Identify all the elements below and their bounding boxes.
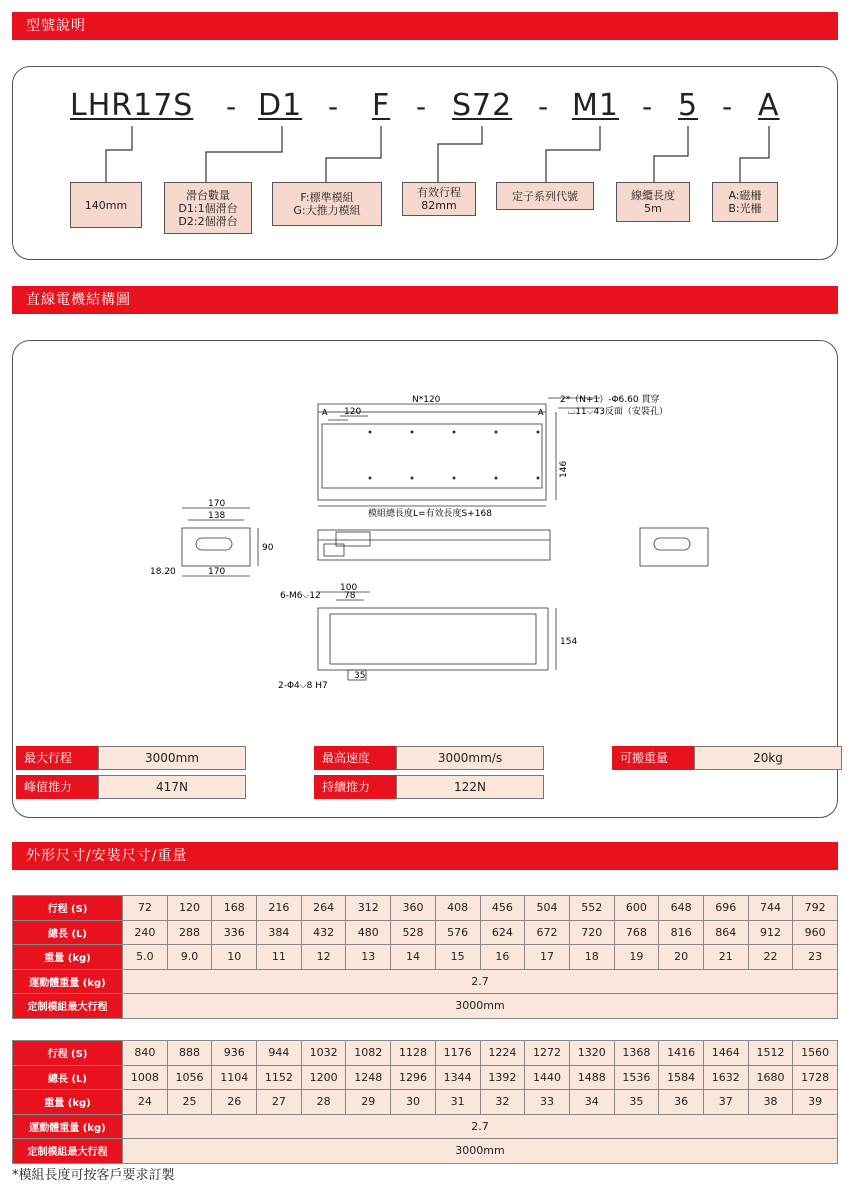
table-cell: 1104 bbox=[212, 1065, 257, 1090]
code-type: F bbox=[372, 88, 391, 123]
structure-drawing bbox=[0, 340, 860, 740]
table-cell: 528 bbox=[391, 920, 436, 945]
table-cell: 936 bbox=[212, 1041, 257, 1066]
table-cell: 1032 bbox=[301, 1041, 346, 1066]
table-cell: 312 bbox=[346, 896, 391, 921]
dim-170-bottom: 170 bbox=[208, 567, 226, 577]
table-cell: 1584 bbox=[659, 1065, 704, 1090]
dim-146: 146 bbox=[559, 460, 569, 478]
table-cell: 576 bbox=[435, 920, 480, 945]
table-cell: 3000mm bbox=[123, 994, 838, 1019]
table-cell: 336 bbox=[212, 920, 257, 945]
table-cell: 696 bbox=[703, 896, 748, 921]
table-cell: 30 bbox=[391, 1090, 436, 1115]
table-cell: 888 bbox=[167, 1041, 212, 1066]
dimension-table-2 bbox=[12, 1040, 838, 1164]
spec-value-max-speed: 3000mm/s bbox=[396, 746, 544, 770]
table-cell: 72 bbox=[123, 896, 168, 921]
code-series: LHR17S bbox=[70, 88, 194, 123]
table-cell: 504 bbox=[525, 896, 570, 921]
dim-90: 90 bbox=[262, 543, 274, 553]
code-slider: D1 bbox=[258, 88, 303, 123]
table-cell: 5.0 bbox=[123, 945, 168, 970]
table-cell: 216 bbox=[257, 896, 302, 921]
spec-value-peak-force: 417N bbox=[98, 775, 246, 799]
table-cell: 23 bbox=[793, 945, 838, 970]
table-cell: 3000mm bbox=[123, 1139, 838, 1164]
table-cell: 1464 bbox=[703, 1041, 748, 1066]
table-cell: 37 bbox=[703, 1090, 748, 1115]
row-label: 運動體重量 (kg) bbox=[13, 1114, 123, 1139]
box-length: 140mm bbox=[70, 182, 142, 228]
box-cable-length: 線纜長度 5m bbox=[616, 182, 690, 222]
table-cell: 456 bbox=[480, 896, 525, 921]
dim-35: 35 bbox=[354, 671, 366, 681]
table-cell: 408 bbox=[435, 896, 480, 921]
table-cell: 21 bbox=[703, 945, 748, 970]
table-cell: 24 bbox=[123, 1090, 168, 1115]
table-cell: 1082 bbox=[346, 1041, 391, 1066]
spec-label-max-speed: 最高速度 bbox=[314, 746, 396, 770]
row-label: 行程 (S) bbox=[13, 896, 123, 921]
table-cell: 19 bbox=[614, 945, 659, 970]
table-cell: 944 bbox=[257, 1041, 302, 1066]
table-cell: 792 bbox=[793, 896, 838, 921]
table-cell: 15 bbox=[435, 945, 480, 970]
table-row bbox=[13, 969, 838, 994]
table-cell: 12 bbox=[301, 945, 346, 970]
code-dash: - bbox=[226, 90, 237, 123]
box-slider-count: 滑台數量 D1:1個滑台 D2:2個滑台 bbox=[164, 182, 252, 234]
row-label: 總長 (L) bbox=[13, 1065, 123, 1090]
table-cell: 480 bbox=[346, 920, 391, 945]
dim-78: 78 bbox=[344, 591, 356, 601]
table-cell: 1272 bbox=[525, 1041, 570, 1066]
table-cell: 1512 bbox=[748, 1041, 793, 1066]
code-dash: - bbox=[328, 90, 339, 123]
dim-a-right: A bbox=[538, 408, 544, 417]
table-cell: 14 bbox=[391, 945, 436, 970]
hole-note-1: 2*（N+1）-Φ6.60 貫穿 bbox=[560, 395, 660, 405]
row-label: 運動體重量 (kg) bbox=[13, 969, 123, 994]
table-row bbox=[13, 1041, 838, 1066]
table-cell: 1488 bbox=[569, 1065, 614, 1090]
table-row bbox=[13, 896, 838, 921]
code-dash: - bbox=[538, 90, 549, 123]
table-cell: 25 bbox=[167, 1090, 212, 1115]
table-cell: 1368 bbox=[614, 1041, 659, 1066]
dim-pin: 2-Φ4⌵8 H7 bbox=[278, 681, 328, 691]
dimension-table-1 bbox=[12, 895, 838, 1019]
dim-120: 120 bbox=[344, 407, 362, 417]
table-cell: 33 bbox=[525, 1090, 570, 1115]
table-cell: 27 bbox=[257, 1090, 302, 1115]
table-cell: 1560 bbox=[793, 1041, 838, 1066]
section-header-dimensions: 外形尺寸/安裝尺寸/重量 bbox=[12, 842, 838, 870]
table-cell: 26 bbox=[212, 1090, 257, 1115]
section-header-structure: 直線電機結構圖 bbox=[12, 286, 838, 314]
table-cell: 1632 bbox=[703, 1065, 748, 1090]
table-cell: 672 bbox=[525, 920, 570, 945]
code-stroke: S72 bbox=[452, 88, 513, 123]
table-cell: 2.7 bbox=[123, 969, 838, 994]
table-cell: 13 bbox=[346, 945, 391, 970]
table-cell: 912 bbox=[748, 920, 793, 945]
box-stator-code: 定子系列代號 bbox=[496, 182, 594, 210]
top-view-body bbox=[318, 412, 546, 500]
dim-170-top: 170 bbox=[208, 499, 226, 509]
code-cable: 5 bbox=[678, 88, 699, 123]
spec-value-payload: 20kg bbox=[694, 746, 842, 770]
table-cell: 28 bbox=[301, 1090, 346, 1115]
table-cell: 1416 bbox=[659, 1041, 704, 1066]
table-cell: 120 bbox=[167, 896, 212, 921]
table-row bbox=[13, 1139, 838, 1164]
table-cell: 17 bbox=[525, 945, 570, 970]
table-cell: 840 bbox=[123, 1041, 168, 1066]
dim-n120: N*120 bbox=[412, 395, 441, 405]
table-cell: 1440 bbox=[525, 1065, 570, 1090]
table-cell: 1248 bbox=[346, 1065, 391, 1090]
spec-value-continuous-force: 122N bbox=[396, 775, 544, 799]
table-cell: 600 bbox=[614, 896, 659, 921]
code-dash: - bbox=[722, 90, 733, 123]
table-cell: 1056 bbox=[167, 1065, 212, 1090]
dim-154: 154 bbox=[560, 637, 578, 647]
table-cell: 10 bbox=[212, 945, 257, 970]
dim-total-length: 模組總長度L=有效長度S+168 bbox=[368, 509, 492, 519]
spec-label-payload: 可搬重量 bbox=[612, 746, 694, 770]
code-stator: M1 bbox=[572, 88, 619, 123]
spec-label-continuous-force: 持續推力 bbox=[314, 775, 396, 799]
box-module-type: F:標準模組 G:大推力模組 bbox=[272, 182, 382, 226]
dim-18-20: 18.20 bbox=[150, 567, 176, 577]
row-label: 重量 (kg) bbox=[13, 945, 123, 970]
table-cell: 1344 bbox=[435, 1065, 480, 1090]
table-row bbox=[13, 920, 838, 945]
table-cell: 1536 bbox=[614, 1065, 659, 1090]
table-row bbox=[13, 1114, 838, 1139]
table-cell: 648 bbox=[659, 896, 704, 921]
table-cell: 36 bbox=[659, 1090, 704, 1115]
table-cell: 624 bbox=[480, 920, 525, 945]
table-cell: 32 bbox=[480, 1090, 525, 1115]
table-cell: 1176 bbox=[435, 1041, 480, 1066]
table-cell: 34 bbox=[569, 1090, 614, 1115]
table-cell: 720 bbox=[569, 920, 614, 945]
code-dash: - bbox=[416, 90, 427, 123]
row-label: 總長 (L) bbox=[13, 920, 123, 945]
table-cell: 240 bbox=[123, 920, 168, 945]
table-cell: 384 bbox=[257, 920, 302, 945]
dim-m6: 6-M6⌵12 bbox=[280, 591, 321, 601]
spec-label-peak-force: 峰值推力 bbox=[16, 775, 98, 799]
table-cell: 29 bbox=[346, 1090, 391, 1115]
row-label: 重量 (kg) bbox=[13, 1090, 123, 1115]
row-label: 定制模組最大行程 bbox=[13, 994, 123, 1019]
spec-label-max-stroke: 最大行程 bbox=[16, 746, 98, 770]
table-cell: 1008 bbox=[123, 1065, 168, 1090]
dim-138: 138 bbox=[208, 511, 226, 521]
hole-note-2: ⌴11⌵43反面（安裝孔） bbox=[568, 407, 668, 417]
table-cell: 288 bbox=[167, 920, 212, 945]
table-cell: 22 bbox=[748, 945, 793, 970]
table-cell: 1296 bbox=[391, 1065, 436, 1090]
table-cell: 552 bbox=[569, 896, 614, 921]
table-cell: 1680 bbox=[748, 1065, 793, 1090]
table-cell: 1200 bbox=[301, 1065, 346, 1090]
table-cell: 39 bbox=[793, 1090, 838, 1115]
table-cell: 11 bbox=[257, 945, 302, 970]
table-row bbox=[13, 994, 838, 1019]
section-header-model: 型號說明 bbox=[12, 12, 838, 40]
table-row bbox=[13, 1065, 838, 1090]
table-cell: 1392 bbox=[480, 1065, 525, 1090]
table-cell: 16 bbox=[480, 945, 525, 970]
box-encoder: A:磁柵 B:光柵 bbox=[712, 182, 778, 222]
table-cell: 360 bbox=[391, 896, 436, 921]
table-cell: 20 bbox=[659, 945, 704, 970]
footnote: *模組長度可按客戶要求訂製 bbox=[12, 1168, 175, 1183]
box-effective-stroke: 有效行程 82mm bbox=[402, 182, 476, 216]
table-cell: 1224 bbox=[480, 1041, 525, 1066]
table-cell: 1128 bbox=[391, 1041, 436, 1066]
row-label: 定制模組最大行程 bbox=[13, 1139, 123, 1164]
table-row bbox=[13, 1090, 838, 1115]
table-cell: 31 bbox=[435, 1090, 480, 1115]
table-cell: 264 bbox=[301, 896, 346, 921]
table-cell: 816 bbox=[659, 920, 704, 945]
table-cell: 1152 bbox=[257, 1065, 302, 1090]
table-row bbox=[13, 945, 838, 970]
table-cell: 18 bbox=[569, 945, 614, 970]
table-cell: 2.7 bbox=[123, 1114, 838, 1139]
table-cell: 768 bbox=[614, 920, 659, 945]
table-cell: 432 bbox=[301, 920, 346, 945]
table-cell: 960 bbox=[793, 920, 838, 945]
table-cell: 1320 bbox=[569, 1041, 614, 1066]
table-cell: 38 bbox=[748, 1090, 793, 1115]
table-cell: 864 bbox=[703, 920, 748, 945]
table-cell: 35 bbox=[614, 1090, 659, 1115]
table-cell: 744 bbox=[748, 896, 793, 921]
table-cell: 1728 bbox=[793, 1065, 838, 1090]
spec-value-max-stroke: 3000mm bbox=[98, 746, 246, 770]
row-label: 行程 (S) bbox=[13, 1041, 123, 1066]
table-cell: 9.0 bbox=[167, 945, 212, 970]
code-dash: - bbox=[642, 90, 653, 123]
code-encoder: A bbox=[758, 88, 780, 123]
table-cell: 168 bbox=[212, 896, 257, 921]
dim-100: 100 bbox=[340, 583, 358, 593]
dim-a-left: A bbox=[322, 408, 328, 417]
